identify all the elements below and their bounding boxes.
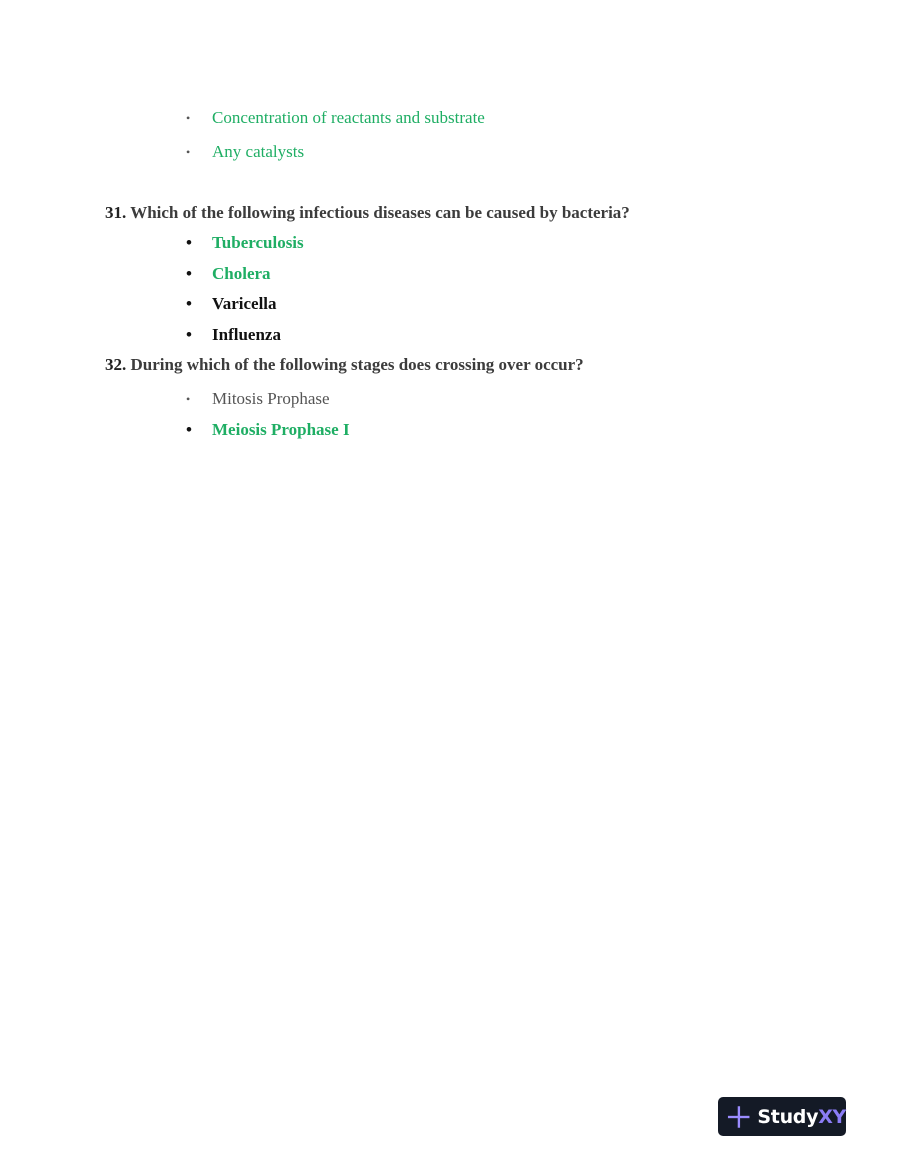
- option-text: Varicella: [212, 294, 277, 313]
- option-text: Mitosis Prophase: [212, 389, 330, 408]
- bullet-icon: •: [186, 294, 192, 313]
- plus-icon: [726, 1104, 751, 1130]
- bullet-icon: •: [186, 145, 191, 159]
- question-number: 32.: [105, 355, 127, 374]
- question-32: [105, 353, 584, 377]
- option-catalysts: [186, 140, 304, 164]
- option-cholera: [186, 262, 271, 286]
- logo-word-xy: XY: [818, 1105, 846, 1128]
- question-31: [105, 201, 630, 225]
- logo-wordmark: [757, 1106, 846, 1128]
- option-text: Any catalysts: [212, 142, 305, 161]
- studyxy-logo: [718, 1097, 846, 1136]
- option-concentration: [186, 106, 485, 130]
- option-tuberculosis: [186, 231, 304, 255]
- option-influenza: [186, 323, 281, 347]
- question-number: 31.: [105, 203, 127, 222]
- logo-word-study: Study: [757, 1105, 819, 1128]
- option-text: Concentration of reactants and substrate: [212, 108, 485, 127]
- bullet-icon: •: [186, 420, 192, 439]
- option-text: Meiosis Prophase I: [212, 420, 350, 439]
- question-text: During which of the following stages does crossing over occur?: [130, 355, 584, 374]
- bullet-icon: •: [186, 111, 191, 125]
- option-text: Influenza: [212, 325, 281, 344]
- question-text: Which of the following infectious diseases can be caused by bacteria?: [130, 203, 630, 222]
- bullet-icon: •: [186, 264, 192, 283]
- option-text: Tuberculosis: [212, 233, 304, 252]
- option-meiosis-prophase-i: [186, 418, 350, 442]
- option-varicella: [186, 292, 277, 316]
- bullet-icon: •: [186, 325, 192, 344]
- option-mitosis-prophase: [186, 387, 330, 411]
- option-text: Cholera: [212, 264, 271, 283]
- bullet-icon: •: [186, 392, 191, 406]
- bullet-icon: •: [186, 233, 192, 252]
